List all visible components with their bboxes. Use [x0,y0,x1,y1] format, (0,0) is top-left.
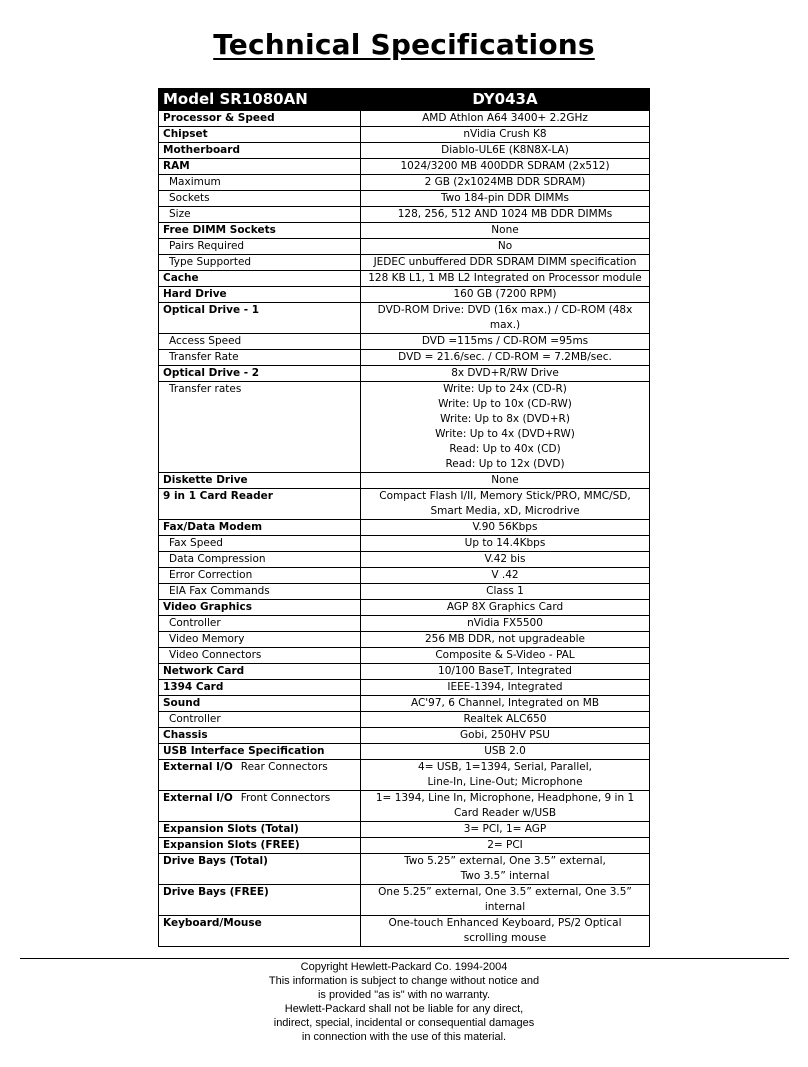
spec-label-text: Processor & Speed [163,112,275,124]
spec-row [159,680,650,696]
spec-label [159,287,361,303]
spec-row [159,255,650,271]
spec-row [159,191,650,207]
spec-value: Diablo-UL6E (K8N8X-LA) [361,143,650,159]
spec-row [159,127,650,143]
spec-row [159,159,650,175]
spec-label-text: Size [169,208,191,220]
spec-label [159,712,361,728]
spec-label [159,760,361,791]
spec-row [159,536,650,552]
spec-row [159,648,650,664]
spec-value: DVD = 21.6/sec. / CD-ROM = 7.2MB/sec. [361,350,650,366]
spec-value: nVidia FX5500 [361,616,650,632]
spec-row [159,520,650,536]
spec-row [159,616,650,632]
spec-label [159,303,361,334]
spec-label-text: EIA Fax Commands [169,585,270,597]
spec-value: 1024/3200 MB 400DDR SDRAM (2x512) [361,159,650,175]
spec-label [159,584,361,600]
spec-label [159,255,361,271]
spec-label-text: Drive Bays (Total) [163,855,268,867]
spec-label [159,366,361,382]
spec-label-text: Fax/Data Modem [163,521,263,533]
spec-value: Class 1 [361,584,650,600]
spec-label-text: Expansion Slots (FREE) [163,839,300,851]
spec-label [159,159,361,175]
spec-row [159,744,650,760]
spec-label-text: 9 in 1 Card Reader [163,490,273,502]
spec-label-text: Optical Drive - 2 [163,367,260,379]
spec-label-text: Type Supported [169,256,252,268]
spec-label-text: Video Memory [169,633,245,645]
spec-value: 4= USB, 1=1394, Serial, Parallel, Line-In, Line-Out; Microphone [361,760,650,791]
spec-label-text: Error Correction [169,569,253,581]
spec-row [159,207,650,223]
spec-label [159,334,361,350]
spec-label-text: Transfer rates [169,383,242,395]
spec-label-text: Sockets [169,192,210,204]
spec-label [159,520,361,536]
spec-value: IEEE-1394, Integrated [361,680,650,696]
spec-label-text: Motherboard [163,144,240,156]
spec-label-text: Hard Drive [163,288,227,300]
spec-label-text: Transfer Rate [169,351,239,363]
spec-label-text: Video Connectors [169,649,262,661]
spec-row [159,303,650,334]
spec-label-text: USB Interface Specification [163,745,325,757]
spec-row [159,838,650,854]
spec-value: One 5.25” external, One 3.5” external, One 3.5” internal [361,885,650,916]
spec-label [159,111,361,127]
spec-label [159,916,361,947]
spec-value: 2 GB (2x1024MB DDR SDRAM) [361,175,650,191]
spec-label [159,143,361,159]
spec-header-row [159,89,650,111]
spec-label-text: Sound [163,697,201,709]
spec-label [159,744,361,760]
spec-label [159,552,361,568]
spec-value: Realtek ALC650 [361,712,650,728]
spec-label [159,473,361,489]
spec-row [159,382,650,473]
spec-row [159,822,650,838]
spec-row [159,239,650,255]
spec-row [159,489,650,520]
spec-label-text: Access Speed [169,335,242,347]
spec-label [159,239,361,255]
spec-label-text: Fax Speed [169,537,223,549]
spec-label-text: RAM [163,160,190,172]
spec-label [159,127,361,143]
spec-label-text: Pairs Required [169,240,245,252]
spec-row [159,568,650,584]
spec-label-text: Optical Drive - 1 [163,304,260,316]
spec-label [159,632,361,648]
footer-divider [20,958,789,959]
spec-label [159,600,361,616]
spec-row [159,287,650,303]
spec-label [159,350,361,366]
footer-line: is provided "as is" with no warranty. [317,989,491,1001]
spec-row [159,552,650,568]
model-name: Model SR1080AN [159,89,361,111]
spec-value: nVidia Crush K8 [361,127,650,143]
spec-body [159,111,650,947]
spec-value: Two 5.25” external, One 3.5” external, Two 3.5” internal [361,854,650,885]
spec-label [159,854,361,885]
spec-label [159,838,361,854]
spec-row [159,916,650,947]
spec-value: 8x DVD+R/RW Drive [361,366,650,382]
spec-value: Gobi, 250HV PSU [361,728,650,744]
spec-label [159,728,361,744]
spec-label [159,223,361,239]
spec-value: 128 KB L1, 1 MB L2 Integrated on Processor module [361,271,650,287]
spec-row [159,664,650,680]
spec-value: DVD-ROM Drive: DVD (16x max.) / CD-ROM (48x max.) [361,303,650,334]
spec-value: AGP 8X Graphics Card [361,600,650,616]
spec-value: V.42 bis [361,552,650,568]
spec-row [159,854,650,885]
spec-label [159,271,361,287]
spec-label [159,191,361,207]
spec-row [159,885,650,916]
spec-label-text: Controller [169,713,221,725]
spec-row [159,143,650,159]
spec-row [159,712,650,728]
spec-label [159,664,361,680]
spec-value: 160 GB (7200 RPM) [361,287,650,303]
spec-label [159,175,361,191]
spec-row [159,350,650,366]
spec-label-text: External I/O [163,761,233,773]
spec-value: Two 184-pin DDR DIMMs [361,191,650,207]
spec-row [159,111,650,127]
footer-line: Hewlett-Packard shall not be liable for any direct, [284,1003,524,1015]
spec-sublabel: Front Connectors [240,792,331,804]
spec-label [159,696,361,712]
spec-value: None [361,223,650,239]
spec-label-text: Free DIMM Sockets [163,224,276,236]
spec-label [159,680,361,696]
spec-value: Compact Flash I/II, Memory Stick/PRO, MMC/SD, Smart Media, xD, Microdrive [361,489,650,520]
spec-value: Write: Up to 24x (CD-R) Write: Up to 10x (CD-RW) Write: Up to 8x (DVD+R) Write: Up to 4x (DVD+RW) Read: Up to 40x (CD) Read: Up to 12x (DVD) [361,382,650,473]
spec-row [159,728,650,744]
spec-row [159,760,650,791]
spec-label-text: Controller [169,617,221,629]
spec-label [159,791,361,822]
spec-label-text: Network Card [163,665,245,677]
spec-label [159,489,361,520]
spec-value: DVD =115ms / CD-ROM =95ms [361,334,650,350]
spec-label-text: Diskette Drive [163,474,248,486]
spec-row [159,696,650,712]
spec-row [159,600,650,616]
spec-label-text: Cache [163,272,199,284]
spec-value: 10/100 BaseT, Integrated [361,664,650,680]
spec-label [159,536,361,552]
footer-line: indirect, special, incidental or consequential damages [273,1017,535,1029]
spec-row [159,271,650,287]
page-title: Technical Specifications [213,28,595,61]
spec-value: JEDEC unbuffered DDR SDRAM DIMM specification [361,255,650,271]
spec-row [159,791,650,822]
spec-row [159,223,650,239]
spec-label-text: Drive Bays (FREE) [163,886,269,898]
spec-value: V .42 [361,568,650,584]
spec-row [159,334,650,350]
spec-label-text: Maximum [169,176,221,188]
spec-label-text: Video Graphics [163,601,252,613]
spec-row [159,175,650,191]
spec-label [159,822,361,838]
spec-label-text: Chipset [163,128,208,140]
spec-value: 2= PCI [361,838,650,854]
spec-value: AMD Athlon A64 3400+ 2.2GHz [361,111,650,127]
spec-row [159,473,650,489]
spec-value: No [361,239,650,255]
spec-label [159,382,361,473]
spec-value: 256 MB DDR, not upgradeable [361,632,650,648]
spec-label-text: Chassis [163,729,208,741]
model-sku: DY043A [361,89,650,111]
spec-value: USB 2.0 [361,744,650,760]
spec-value: 128, 256, 512 AND 1024 MB DDR DIMMs [361,207,650,223]
spec-value: AC'97, 6 Channel, Integrated on MB [361,696,650,712]
spec-label-text: Keyboard/Mouse [163,917,262,929]
spec-sublabel: Rear Connectors [240,761,328,773]
spec-label-text: External I/O [163,792,233,804]
footer-line: Copyright Hewlett-Packard Co. 1994-2004 [300,961,508,973]
spec-row [159,584,650,600]
footer-disclaimer [0,960,808,1044]
spec-label [159,207,361,223]
footer-line: in connection with the use of this material. [301,1031,507,1043]
spec-label-text: Data Compression [169,553,266,565]
spec-table [158,88,650,947]
spec-value: V.90 56Kbps [361,520,650,536]
spec-label [159,568,361,584]
spec-value: 1= 1394, Line In, Microphone, Headphone, 9 in 1 Card Reader w/USB [361,791,650,822]
spec-value: Composite & S-Video - PAL [361,648,650,664]
spec-row [159,632,650,648]
spec-row [159,366,650,382]
spec-label-text: Expansion Slots (Total) [163,823,299,835]
spec-value: None [361,473,650,489]
spec-value: Up to 14.4Kbps [361,536,650,552]
spec-label [159,885,361,916]
spec-value: One-touch Enhanced Keyboard, PS/2 Optical scrolling mouse [361,916,650,947]
spec-label [159,616,361,632]
footer-line: This information is subject to change without notice and [268,975,540,987]
spec-label [159,648,361,664]
spec-label-text: 1394 Card [163,681,224,693]
spec-value: 3= PCI, 1= AGP [361,822,650,838]
